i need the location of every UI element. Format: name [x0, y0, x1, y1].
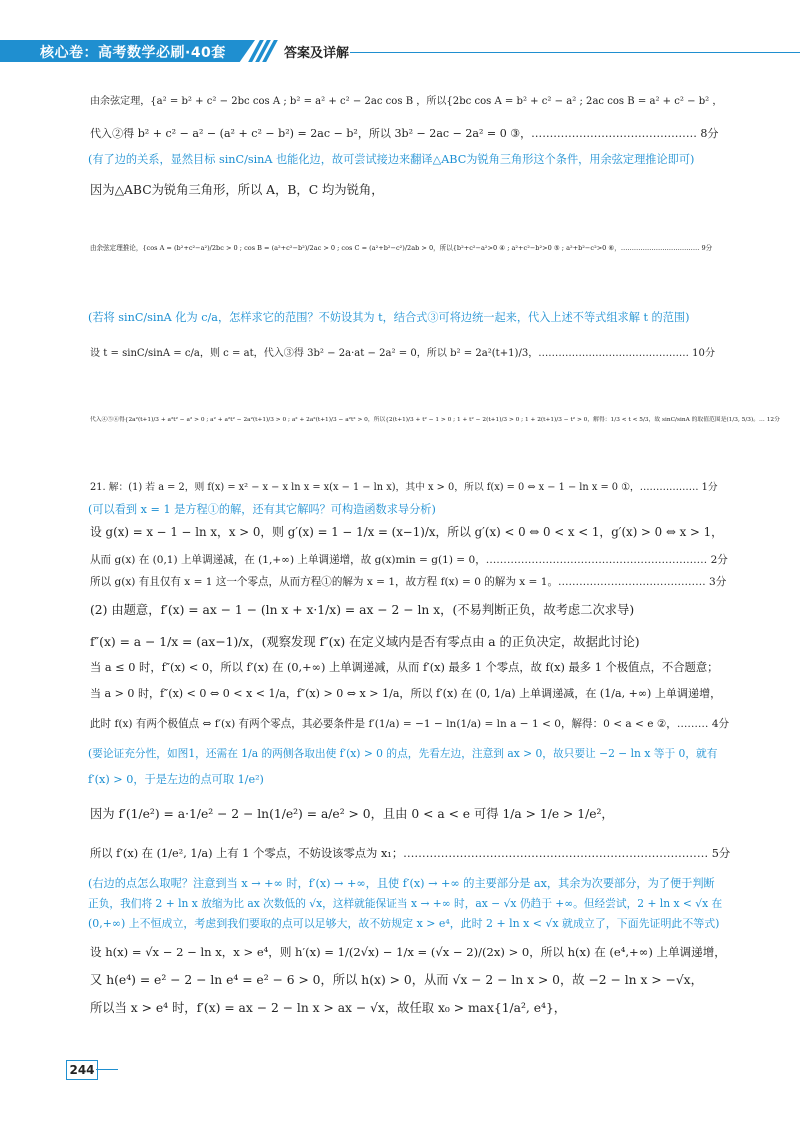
note-line: (右边的点怎么取呢？注意到当 x → +∞ 时，f′(x) → +∞，且使 f′(x) → +∞ 的主要部分是 ax，其余为次要部分，为了便于判断 — [88, 877, 715, 890]
text-line: 设 h(x) = √x − 2 − ln x，x > e⁴，则 h′(x) = 1/(2√x) − 1/x = (√x − 2)/(2x) > 0，所以 h(x) 在 (e⁴,+∞) 上单调递增， — [90, 945, 726, 959]
text-line: 从而 g(x) 在 (0,1) 上单调递减，在 (1,+∞) 上单调递增，故 g(x)min = g(1) = 0，……………………………………………………… 2分 — [90, 554, 728, 566]
text-line: 由余弦定理推论，{cos A = (b²+c²−a²)/2bc > 0 ; cos B = (a²+c²−b²)/2ac > 0 ; cos C = (a²+b²−c²)/2ab > 0，所以{b²+c²−a²>0 ④ ; a²+c²−b²>0 ⑤ ; a²+b²−c²>0 ⑥，……………………………… 9分 — [90, 244, 713, 252]
text-line: 此时 f(x) 有两个极值点 ⇔ f′(x) 有两个零点，其必要条件是 f′(1/a) = −1 − ln(1/a) = ln a − 1 < 0，解得：0 < a < e ②，……… 4分 — [90, 718, 730, 730]
text-line: f″(x) = a − 1/x = (ax−1)/x，(观察发现 f″(x) 在定义域内是否有零点由 a 的正负决定，故据此讨论) — [90, 635, 640, 649]
text-line: (2) 由题意，f′(x) = ax − 1 − (ln x + x·1/x) = ax − 2 − ln x，(不易判断正负，故考虑二次求导) — [90, 603, 635, 617]
text-line: 由余弦定理，{a² = b² + c² − 2bc cos A ; b² = a² + c² − 2ac cos B ，所以{2bc cos A = b² + c² − a² ; 2ac cos B = a² + c² − b² ， — [90, 96, 723, 107]
text-line: 又 h(e⁴) = e² − 2 − ln e⁴ = e² − 6 > 0，所以 h(x) > 0，从而 √x − 2 − ln x > 0，故 −2 − ln x > −√x， — [90, 973, 703, 987]
text-line: 所以 g(x) 有且仅有 x = 1 这一个零点，从而方程①的解为 x = 1，故方程 f(x) = 0 的解为 x = 1。…………………………………… 3分 — [90, 576, 727, 588]
text-line: 设 t = sinC/sinA = c/a，则 c = at，代入③得 3b² − 2a·at − 2a² = 0，所以 b² = 2a²(t+1)/3，……………………………………… 10分 — [90, 348, 715, 359]
note-line: f′(x) > 0，于是左边的点可取 1/e²) — [88, 773, 264, 786]
text-line: 所以 f′(x) 在 (1/e², 1/a) 上有 1 个零点，不妨设该零点为 x₁；……………………………………………………………………… 5分 — [90, 847, 731, 860]
header-title: 核心卷：高考数学必刷·40套 — [40, 45, 226, 61]
footer-rule — [96, 1069, 118, 1070]
problem-21-line: 21. 解：(1) 若 a = 2，则 f(x) = x² − x − x ln x = x(x − 1 − ln x)，其中 x > 0，所以 f(x) = 0 ⇔ x − 1 − ln x = 0 ①，……………… 1分 — [90, 482, 718, 493]
text-line: 代入④⑤⑥得{2a²(t+1)/3 + a²t² − a² > 0 ; a² + a²t² − 2a²(t+1)/3 > 0 ; a² + 2a²(t+1)/3 − a²t² > 0，所以{2(t+1)/3 + t² − 1 > 0 ; 1 + t² − 2(t+1)/3 > 0 ; 1 + 2(t+1)/3 − t² > 0，解得：1/3 < t < 5/3，故 sinC/sinA 的取值范围是(1/3, 5/3)。… 12分 — [90, 417, 780, 423]
text-line: 因为△ABC为锐角三角形，所以 A，B，C 均为锐角， — [90, 183, 384, 197]
note-line: (有了边的关系，显然目标 sinC/sinA 也能化边，故可尝试接边来翻译△ABC为锐角三角形这个条件，用余弦定理推论即可) — [88, 153, 695, 166]
text-line: 当 a ≤ 0 时，f″(x) < 0，所以 f′(x) 在 (0,+∞) 上单调递减，从而 f′(x) 最多 1 个零点，故 f(x) 最多 1 个极值点，不合题意； — [90, 661, 719, 674]
header-slashes — [250, 40, 274, 62]
note-line: (若将 sinC/sinA 化为 c/a，怎样求它的范围？不妨设其为 t，结合式③可将边统一起来，代入上述不等式组求解 t 的范围) — [88, 311, 690, 324]
header-rule — [350, 52, 800, 53]
text-line: 设 g(x) = x − 1 − ln x，x > 0，则 g′(x) = 1 − 1/x = (x−1)/x，所以 g′(x) < 0 ⇔ 0 < x < 1，g′(x) > 0 ⇔ x > 1， — [90, 525, 723, 539]
note-line: (可以看到 x = 1 是方程①的解，还有其它解吗？可构造函数求导分析) — [88, 503, 436, 516]
page-header — [0, 0, 800, 61]
note-line: (0,+∞) 上不恒成立，考虑到我们要取的点可以足够大，故不妨规定 x > e⁴，此时 2 + ln x < √x 就成立了，下面先证明此不等式) — [88, 917, 720, 930]
note-line: (要论证充分性，如图1，还需在 1/a 的两侧各取出使 f′(x) > 0 的点，先看左边，注意到 ax > 0，故只要让 −2 − ln x 等于 0，就有 — [88, 747, 718, 760]
page-number: 244 — [66, 1060, 98, 1080]
text-line: 所以当 x > e⁴ 时，f′(x) = ax − 2 − ln x > ax − √x，故任取 x₀ > max{1/a², e⁴}， — [90, 1001, 567, 1015]
text-line: 代入②得 b² + c² − a² − (a² + c² − b²) = 2ac − b²，所以 3b² − 2ac − 2a² = 0 ③，……………………………………… 8分 — [90, 127, 719, 140]
note-line: 正负，我们将 2 + ln x 放缩为比 ax 次数低的 √x，这样就能保证当 x → +∞ 时，ax − √x 仍趋于 +∞。但经尝试，2 + ln x < √x 在 — [88, 897, 723, 910]
text-line: 因为 f′(1/e²) = a·1/e² − 2 − ln(1/e²) = a/e² > 0，且由 0 < a < e 可得 1/a > 1/e > 1/e²， — [90, 807, 614, 821]
text-line: 当 a > 0 时，f″(x) < 0 ⇔ 0 < x < 1/a，f″(x) > 0 ⇔ x > 1/a，所以 f′(x) 在 (0, 1/a) 上单调递减，在 (1/a, +∞) 上单调递增， — [90, 687, 722, 700]
header-subtitle: 答案及详解 — [284, 46, 350, 61]
